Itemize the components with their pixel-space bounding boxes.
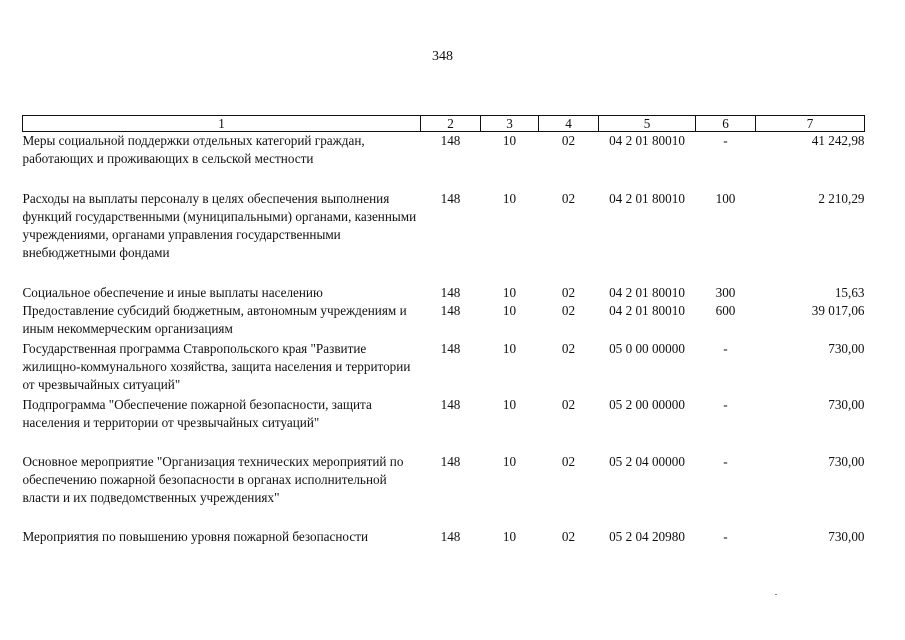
cell-col-4: 02	[561, 190, 576, 206]
cell-col-3: 10	[502, 453, 517, 469]
cell-name: Меры социальной поддержки отдельных категорий граждан, работающих и проживающих в сельской местности	[22, 133, 365, 166]
table-row	[23, 302, 865, 340]
cell-col-2: 148	[440, 190, 461, 206]
cell-col-3: 10	[502, 340, 517, 356]
cell-col-4: 02	[561, 133, 576, 148]
cell-col-5: 05 0 00 00000	[609, 340, 685, 356]
header-row	[23, 116, 865, 132]
cell-name: Подпрограмма "Обеспечение пожарной безопасности, защита населения и территории от чрезвычайных ситуаций"	[22, 396, 372, 430]
table-row	[23, 284, 865, 302]
cell-col-4: 02	[561, 453, 576, 469]
cell-col-7: 730,00	[828, 528, 865, 544]
cell-col-2: 148	[440, 133, 461, 148]
cell-col-7: 2 210,29	[818, 190, 865, 206]
header-col-4: 4	[539, 116, 599, 132]
table-row	[23, 132, 865, 190]
cell-col-4: 02	[561, 340, 576, 356]
cell-col-7: 39 017,06	[811, 302, 865, 318]
cell-name: Основное мероприятие "Организация технических мероприятий по обеспечению пожарной безопасности в органах исполнительной власти и их подведомственных учреждениях"	[22, 453, 404, 505]
header-col-6: 6	[696, 116, 756, 132]
cell-col-5: 05 2 00 00000	[609, 396, 685, 412]
header-col-7: 7	[756, 116, 865, 132]
header-col-5: 5	[599, 116, 696, 132]
cell-name: Социальное обеспечение и иные выплаты населению	[22, 284, 323, 300]
table-row	[23, 453, 865, 528]
cell-col-3: 10	[502, 284, 517, 300]
cell-col-2: 148	[440, 302, 461, 318]
cell-col-6: -	[723, 133, 728, 148]
cell-col-5: 04 2 01 80010	[609, 190, 685, 206]
cell-col-5: 04 2 01 80010	[609, 302, 685, 318]
cell-col-2: 148	[440, 284, 461, 300]
table-row	[23, 396, 865, 453]
table-row	[23, 528, 865, 566]
cell-col-5: 05 2 04 00000	[609, 453, 685, 469]
cell-col-4: 02	[561, 302, 576, 318]
table-row	[23, 190, 865, 284]
header-col-2: 2	[421, 116, 481, 132]
cell-col-2: 148	[440, 340, 461, 356]
header-col-1: 1	[23, 116, 421, 132]
cell-name: Расходы на выплаты персоналу в целях обеспечения выполнения функций государственными (муниципальными) органами, казенными учреждениями, органами управления государственными внебюджетными фондами	[22, 190, 417, 260]
header-col-3: 3	[481, 116, 539, 132]
cell-col-7: 730,00	[828, 340, 865, 356]
cell-col-4: 02	[561, 284, 576, 300]
cell-col-6: -	[723, 340, 728, 356]
page-number: 348	[432, 49, 453, 64]
cell-name: Государственная программа Ставропольского края "Развитие жилищно-коммунального хозяйства, защита населения и территории от чрезвычайных ситуаций"	[22, 340, 411, 392]
cell-col-3: 10	[502, 302, 517, 318]
cell-col-6: -	[723, 453, 728, 469]
cell-col-6: 100	[715, 190, 736, 206]
cell-col-7: 41 242,98	[811, 133, 865, 148]
cell-col-5: 04 2 01 80010	[609, 284, 685, 300]
cell-col-4: 02	[561, 528, 576, 544]
cell-col-6: 600	[715, 302, 736, 318]
cell-col-3: 10	[502, 190, 517, 206]
cell-col-7: 730,00	[828, 396, 865, 412]
cell-col-7: 730,00	[828, 453, 865, 469]
cell-col-5: 04 2 01 80010	[609, 133, 685, 148]
budget-table	[22, 115, 865, 566]
cell-name: Мероприятия по повышению уровня пожарной безопасности	[22, 528, 369, 544]
cell-col-7: 15,63	[834, 284, 865, 300]
cell-name: Предоставление субсидий бюджетным, автономным учреждениям и иным некоммерческим организациям	[22, 302, 407, 336]
cell-col-2: 148	[440, 528, 461, 544]
cell-col-6: -	[723, 396, 728, 412]
cell-col-2: 148	[440, 453, 461, 469]
scan-speck	[775, 594, 777, 595]
cell-col-3: 10	[502, 528, 517, 544]
table-row	[23, 340, 865, 396]
cell-col-6: -	[723, 528, 728, 544]
cell-col-5: 05 2 04 20980	[609, 528, 685, 544]
cell-col-3: 10	[502, 396, 517, 412]
cell-col-2: 148	[440, 396, 461, 412]
cell-col-3: 10	[502, 133, 517, 148]
cell-col-4: 02	[561, 396, 576, 412]
cell-col-6: 300	[715, 284, 736, 300]
